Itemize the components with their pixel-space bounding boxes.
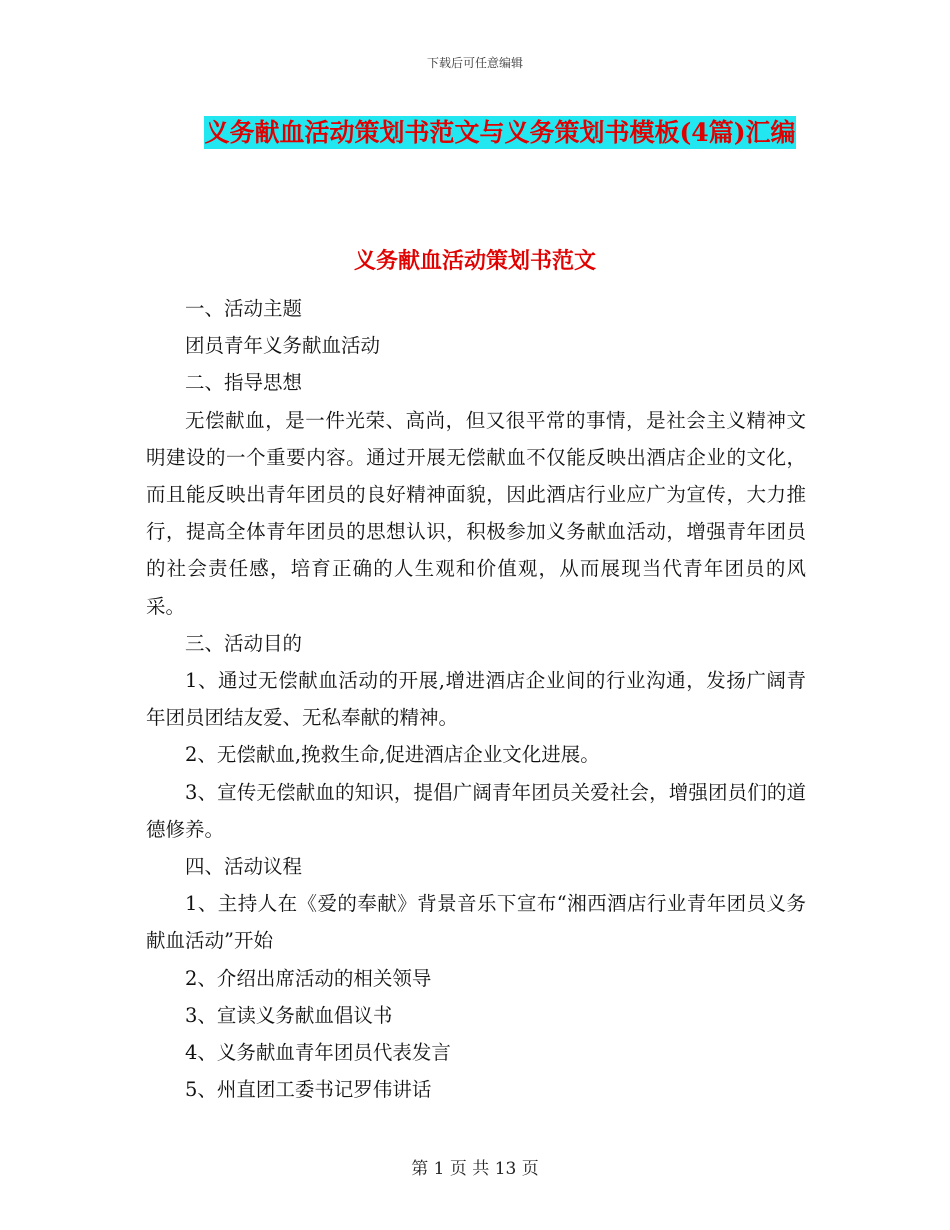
document-title	[150, 108, 850, 158]
document-body	[146, 290, 806, 1108]
paragraph: 团员青年义务献血活动	[185, 334, 381, 358]
paragraph: 四、活动议程	[185, 855, 303, 879]
paragraph: 三、活动目的	[185, 631, 303, 655]
paragraph: 2、介绍出席活动的相关领导	[185, 966, 432, 990]
paragraph: 1、主持人在《爱的奉献》背景音乐下宣布“湘西酒店行业青年团员义务献血活动”开始	[146, 892, 806, 953]
document-title-text: 义务献血活动策划书范文与义务策划书模板(4篇)汇编	[204, 118, 796, 147]
paragraph: 5、州直团工委书记罗伟讲话	[185, 1078, 432, 1102]
header-note: 下载后可任意编辑	[426, 56, 523, 70]
paragraph: 2、无偿献血,挽救生命,促进酒店企业文化进展。	[185, 743, 600, 767]
paragraph: 无偿献血，是一件光荣、高尚，但又很平常的事情，是社会主义精神文明建设的一个重要内容。通过开展无偿献血不仅能反映出酒店企业的文化，而且能反映出青年团员的良好精神面貌，因此酒店行业应广为宣传，大力推行，提高全体青年团员的思想认识，积极参加义务献血活动，增强青年团员的社会责任感，培育正确的人生观和价值观，从而展现当代青年团员的风采。	[146, 408, 806, 618]
page-number: 第 1 页 共 13 页	[411, 1159, 539, 1179]
paragraph: 4、义务献血青年团员代表发言	[185, 1041, 451, 1065]
paragraph: 1、通过无偿献血活动的开展,增进酒店企业间的行业沟通，发扬广阔青年团员团结友爱、无私奉献的精神。	[146, 669, 806, 730]
paragraph: 3、宣读义务献血倡议书	[185, 1003, 393, 1027]
paragraph: 一、活动主题	[185, 297, 303, 320]
paragraph: 3、宣传无偿献血的知识，提倡广阔青年团员关爱社会，增强团员们的道德修养。	[146, 780, 806, 841]
paragraph: 二、指导思想	[185, 371, 303, 395]
section-title: 义务献血活动策划书范文	[353, 248, 596, 274]
